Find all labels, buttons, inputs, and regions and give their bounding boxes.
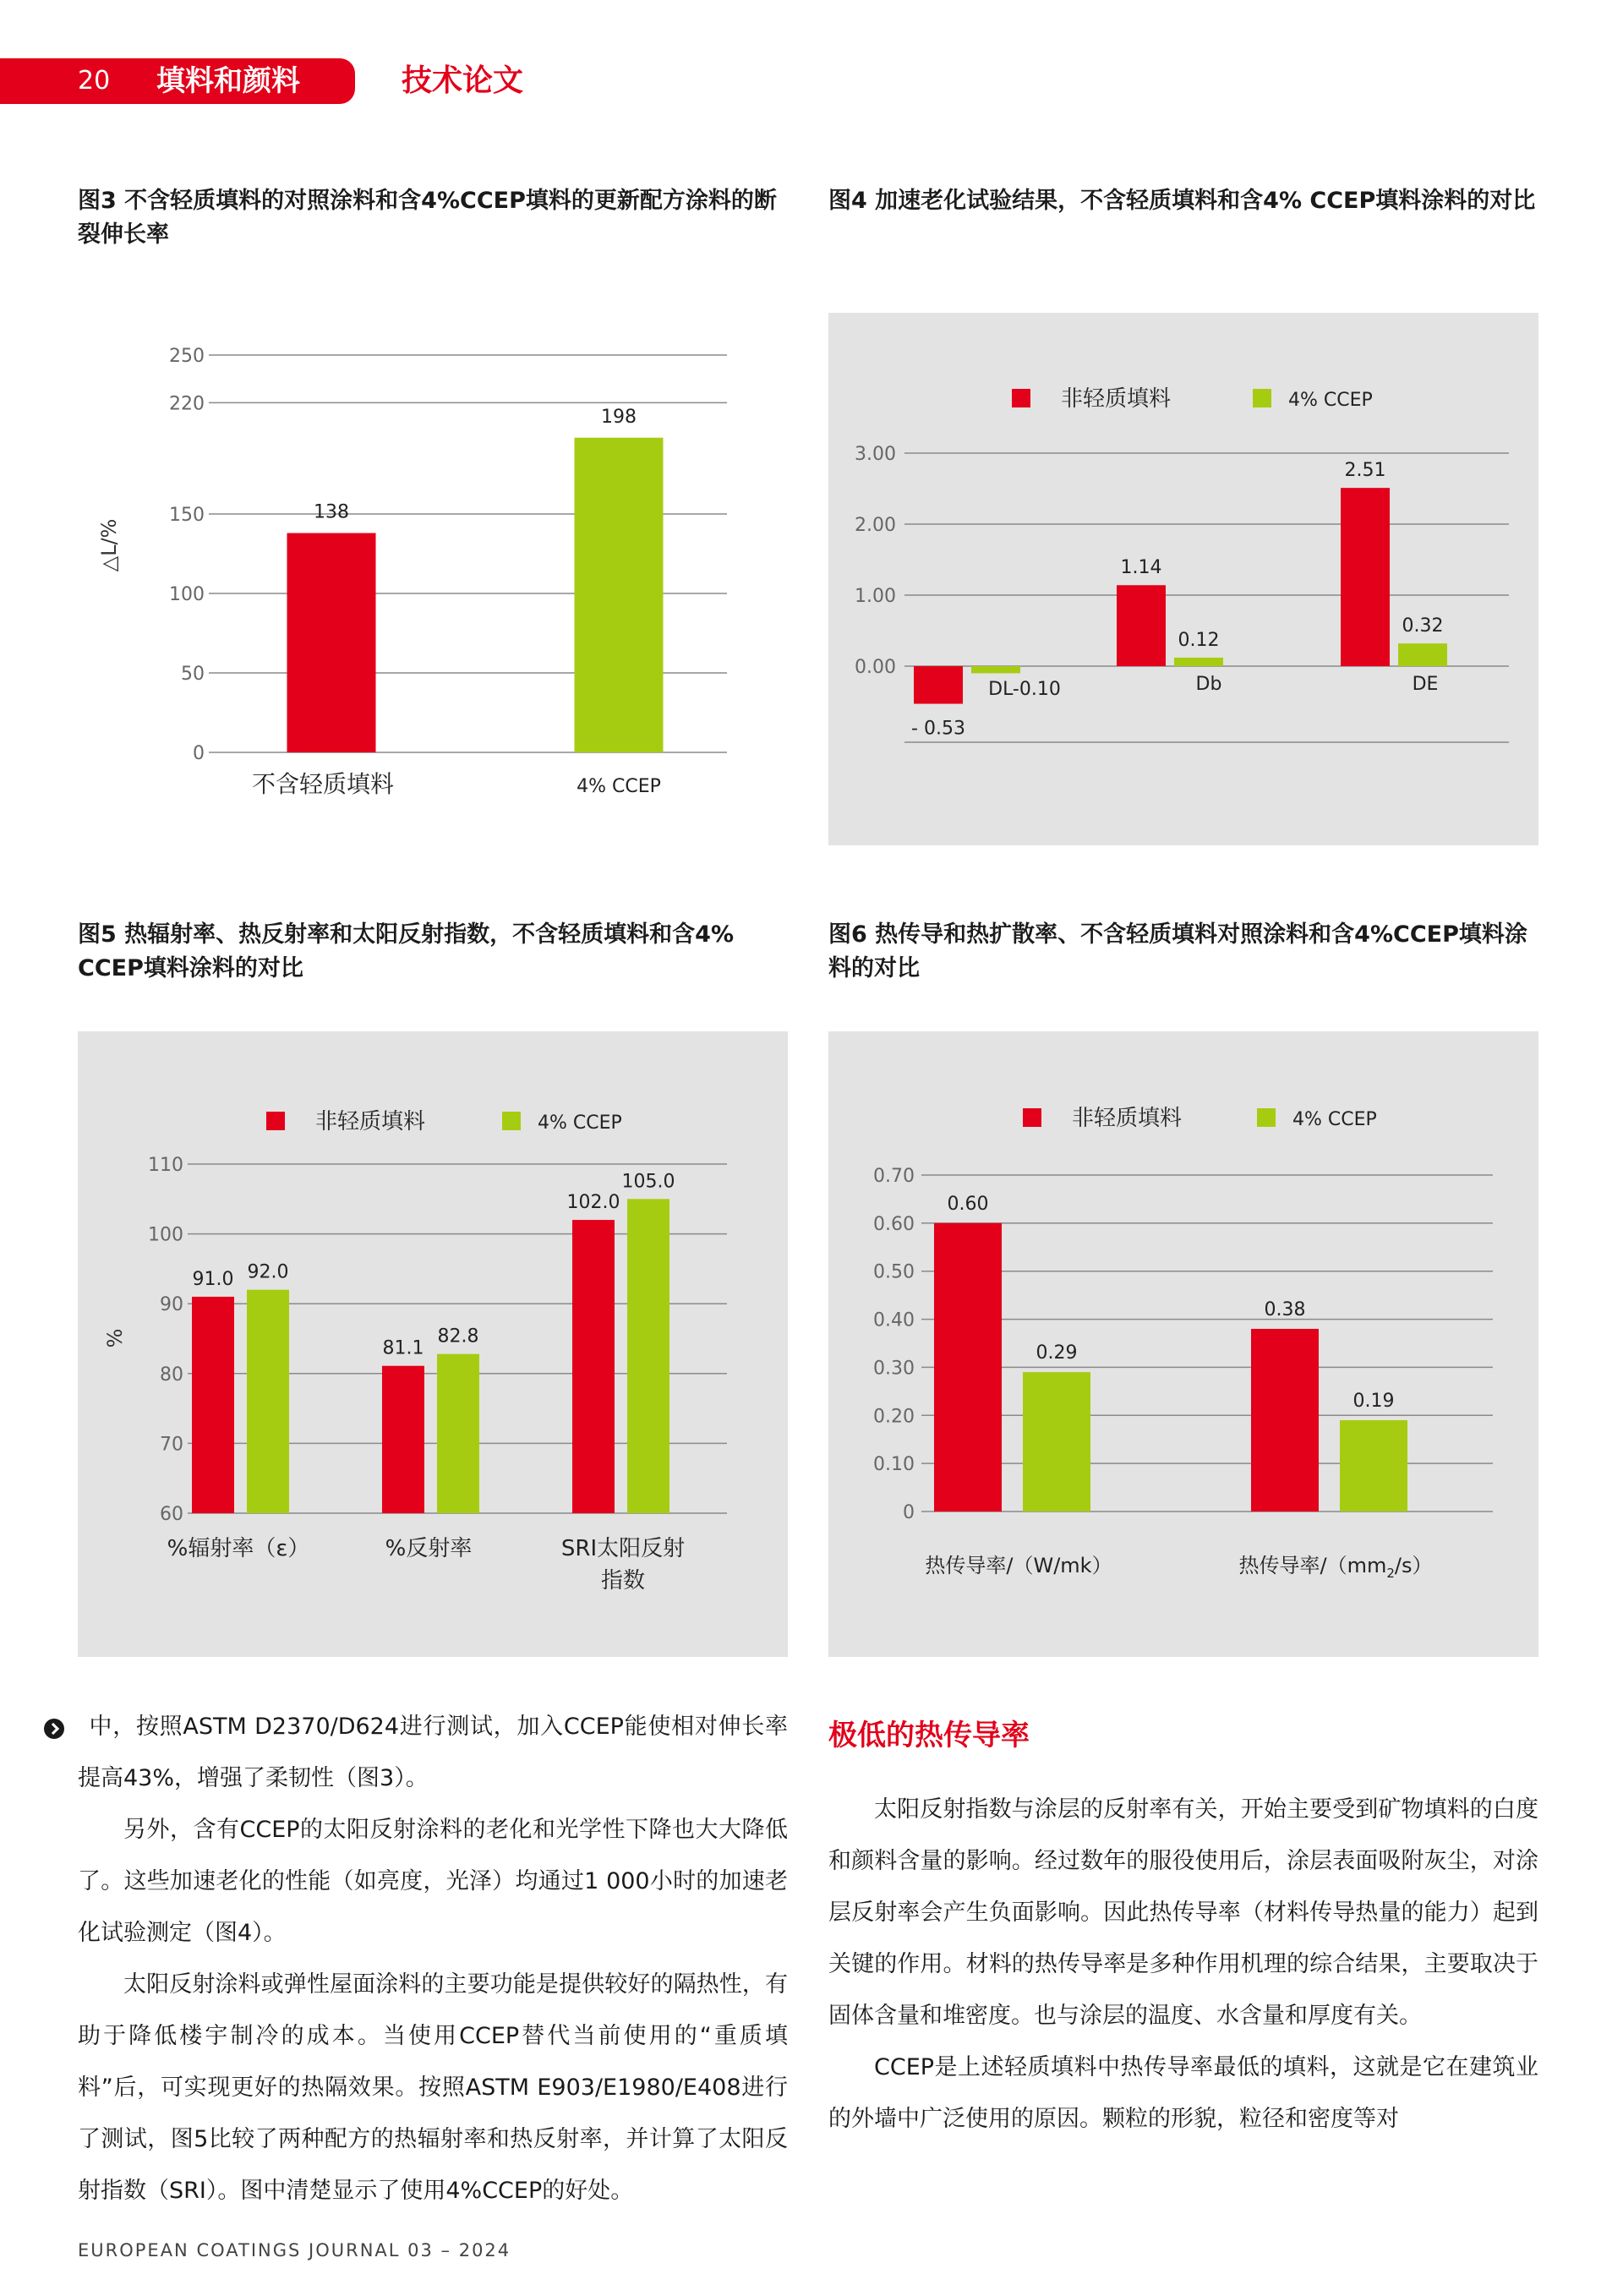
y-tick-label: 90 (160, 1294, 183, 1316)
bar (192, 1297, 234, 1513)
legend-label: 4% CCEP (1288, 390, 1373, 411)
data-label: 1.14 (1120, 557, 1162, 579)
y-tick-label: 150 (169, 505, 205, 526)
legend-label: 非轻质填料 (315, 1109, 426, 1134)
x-tick-label: 不含轻质填料 (251, 770, 395, 798)
journal-footer: EUROPEAN COATINGS JOURNAL 03 – 2024 (78, 2240, 511, 2260)
y-tick-label: 110 (148, 1155, 183, 1176)
data-label: 0.12 (1178, 629, 1220, 651)
legend-swatch-green (502, 1112, 521, 1130)
bar (1341, 488, 1390, 666)
y-tick-label: 250 (169, 346, 205, 367)
x-tick-label: DL-0.10 (988, 679, 1061, 700)
data-label: 0.29 (1036, 1342, 1078, 1364)
fig4-panel (828, 313, 1538, 845)
y-tick-label: 50 (181, 664, 205, 685)
paragraph: CCEP是上述轻质填料中热传导率最低的填料，这就是它在建筑业的外墙中广泛使用的原因。颗粒的形貌，粒径和密度等对 (828, 2054, 1538, 2132)
paragraph: 中，按照ASTM D2370/D624进行测试，加入CCEP能使相对伸长率提高43%，增强了柔韧性（图3）。 (78, 1714, 788, 1791)
continuation-arrow-icon (44, 1719, 64, 1739)
x-tick-label: 热传导率/（W/mk） (925, 1554, 1112, 1577)
legend-label: 非轻质填料 (1061, 386, 1172, 412)
legend-swatch-red (1023, 1108, 1041, 1127)
x-tick-label: SRI太阳反射 (560, 1536, 686, 1561)
x-tick-label: DE (1412, 674, 1439, 695)
y-tick-label: 2.00 (855, 515, 896, 536)
y-tick-label: 0.50 (873, 1261, 915, 1283)
fig6-caption: 图6 热传导和热扩散率、不含轻质填料对照涂料和含4%CCEP填料涂料的对比 (828, 921, 1527, 981)
y-tick-label: 100 (148, 1224, 183, 1246)
y-tick-label: 0.10 (873, 1454, 915, 1476)
bar (1117, 585, 1166, 666)
bar (1251, 1329, 1319, 1512)
legend-swatch-red (266, 1112, 285, 1130)
y-tick-label: 0.70 (873, 1166, 915, 1187)
bar (382, 1366, 424, 1513)
data-label: 91.0 (192, 1268, 234, 1290)
y-tick-label: 220 (169, 393, 205, 415)
data-label: 2.51 (1344, 460, 1386, 482)
data-label: 92.0 (247, 1261, 289, 1283)
y-tick-label: 0 (193, 743, 205, 764)
x-tick-label: 热传导率$/(mm_2/s)$ (1238, 1554, 1433, 1581)
legend-swatch-green (1257, 1108, 1276, 1127)
y-tick-label: 3.00 (855, 444, 896, 465)
bar (572, 1220, 615, 1513)
data-label: 81.1 (382, 1337, 424, 1359)
y-axis-label: △L/% (97, 518, 121, 572)
y-tick-label: 100 (169, 584, 205, 605)
data-label: 105.0 (621, 1171, 675, 1193)
data-label: 0.32 (1402, 615, 1444, 637)
bar (1398, 643, 1447, 666)
fig6-chart (828, 1031, 1538, 1657)
left-column-text (78, 1701, 788, 2217)
data-label: 138 (314, 501, 349, 523)
y-tick-label: 60 (160, 1504, 183, 1525)
fig5-caption: 图5 热辐射率、热反射率和太阳反射指数，不含轻质填料和含4% CCEP填料涂料的对比 (78, 921, 735, 981)
data-label: 198 (601, 406, 637, 428)
y-tick-label: 0.60 (873, 1213, 915, 1235)
legend-label: 4% CCEP (1292, 1109, 1377, 1130)
paragraph: 太阳反射指数与涂层的反射率有关，开始主要受到矿物填料的白度和颜料含量的影响。经过数年的服役使用后，涂层表面吸附灰尘，对涂层反射率会产生负面影响。因此热传导率（材料传导热量的能力）起到关键的作用。材料的热传导率是多种作用机理的综合结果，主要取决于固体含量和堆密度。也与涂层的温度、水含量和厚度有关。 (828, 1796, 1538, 2029)
fig3-caption: 图3 不含轻质填料的对照涂料和含4%CCEP填料的更新配方涂料的断裂伸长率 (78, 188, 777, 248)
article-type: 技术论文 (402, 63, 524, 98)
fig5-panel (78, 1031, 788, 1657)
fig3-chart (78, 321, 788, 812)
bar (1023, 1372, 1090, 1512)
legend-swatch-red (1012, 389, 1030, 407)
y-tick-label: 0.40 (873, 1309, 915, 1331)
data-label: 82.8 (437, 1326, 479, 1348)
y-tick-label: 1.00 (855, 586, 896, 607)
x-tick-label: 4% CCEP (577, 776, 661, 797)
bar (1174, 658, 1223, 666)
bar (437, 1354, 479, 1513)
paragraph: 另外，含有CCEP的太阳反射涂料的老化和光学性下降也大大降低了。这些加速老化的性能（如亮度，光泽）均通过1 000小时的加速老化试验测定（图4）。 (78, 1817, 788, 1946)
y-tick-label: 0.20 (873, 1406, 915, 1428)
bar (575, 438, 664, 752)
fig4-chart (828, 313, 1538, 845)
bar (914, 666, 963, 704)
bar (971, 666, 1020, 673)
data-label: 0.38 (1264, 1298, 1306, 1320)
bar (1340, 1420, 1407, 1512)
right-column-text (828, 1784, 1538, 2145)
x-tick-label: 指数 (600, 1568, 646, 1594)
legend-swatch-green (1253, 389, 1271, 407)
paragraph: 太阳反射涂料或弹性屋面涂料的主要功能是提供较好的隔热性，有助于降低楼宇制冷的成本。当使用CCEP替代当前使用的“重质填料”后，可实现更好的热隔效果。按照ASTM E903/E1980/E408进行了测试，图5比较了两种配方的热辐射率和热反射率，并计算了太阳反射指数（SRI）。图中清楚显示了使用4%CCEP的好处。 (78, 1971, 788, 2204)
y-tick-label: 0.30 (873, 1358, 915, 1380)
x-tick-label: Db (1195, 674, 1222, 695)
section-title: 填料和颜料 (156, 64, 300, 98)
fig4-caption: 图4 加速老化试验结果，不含轻质填料和含4% CCEP填料涂料的对比 (828, 188, 1536, 214)
y-axis-label: % (103, 1328, 127, 1348)
y-tick-label: 70 (160, 1434, 183, 1456)
legend-label: 非轻质填料 (1072, 1106, 1183, 1131)
bar (247, 1290, 289, 1513)
y-tick-label: 0.00 (855, 657, 896, 678)
page-number: 20 (78, 66, 111, 96)
fig5-chart (78, 1031, 788, 1657)
bar (934, 1223, 1002, 1512)
x-tick-label: %辐射率（ε） (167, 1536, 310, 1561)
data-label: - 0.53 (911, 718, 965, 740)
fig6-panel (828, 1031, 1538, 1657)
bar (287, 533, 376, 752)
bar (627, 1199, 669, 1513)
data-label: 0.19 (1352, 1390, 1395, 1412)
section-heading: 极低的热传导率 (828, 1719, 1030, 1752)
data-label: 0.60 (947, 1193, 989, 1215)
y-tick-label: 0 (903, 1502, 915, 1523)
x-tick-label: %反射率 (385, 1536, 473, 1561)
legend-label: 4% CCEP (538, 1112, 622, 1134)
y-tick-label: 80 (160, 1364, 183, 1386)
data-label: 102.0 (566, 1192, 620, 1214)
